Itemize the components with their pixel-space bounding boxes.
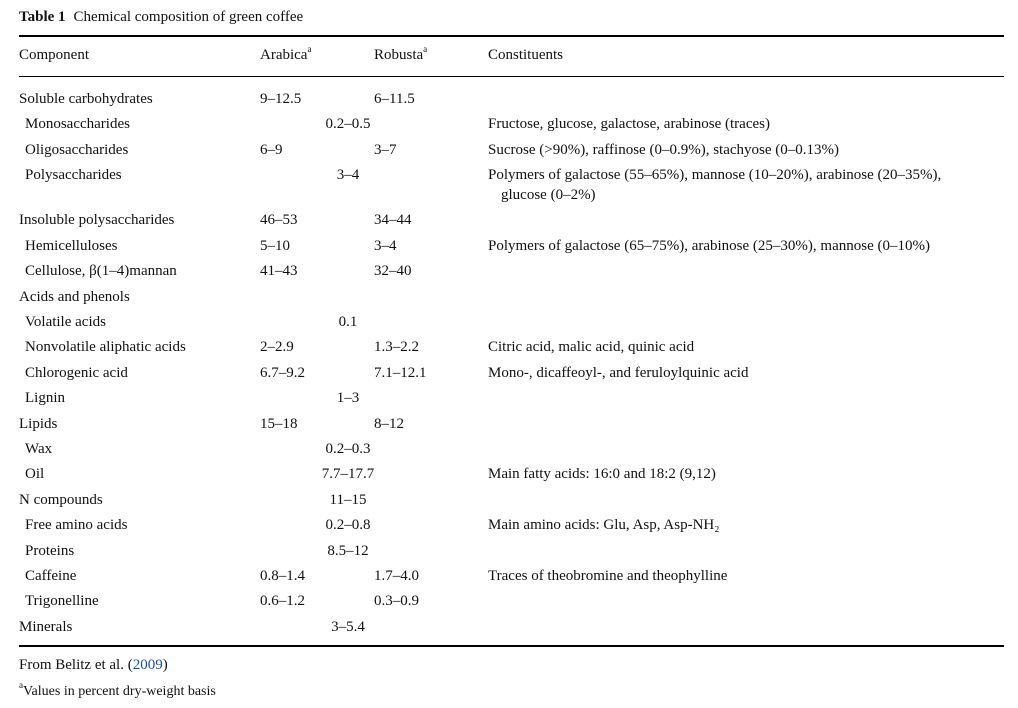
table-title: Chemical composition of green coffee [73,9,304,25]
header-rule [19,76,1004,77]
shared-value: 0.1 [338,314,358,330]
robusta-value: 8–12 [374,416,404,432]
shared-value: 0.2–0.8 [325,517,371,533]
component-cell: Oligosaccharides [25,142,129,158]
shared-value: 3–4 [336,167,360,183]
header-robusta: Robusta$^a$ [374,44,428,63]
arabica-value: 6.7–9.2 [260,365,305,381]
component-cell: Chlorogenic acid [25,365,128,381]
component-cell: Soluble carbohydrates [19,91,153,107]
arabica-value: 15–18 [260,416,298,432]
header-constituents: Constituents [488,47,564,63]
robusta-value: 3–7 [374,142,397,158]
component-cell: Proteins [25,543,75,559]
constituents-cell: Citric acid, malic acid, quinic acid [488,339,695,355]
table-caption [19,9,303,26]
robusta-value: 32–40 [374,263,412,279]
robusta-value: 1.3–2.2 [374,339,419,355]
component-cell: N compounds [19,492,103,508]
constituents-cell: Traces of theobromine and theophylline [488,568,728,584]
component-cell: Lipids [19,416,58,432]
shared-value: 1–3 [336,390,360,406]
arabica-value: 46–53 [260,212,298,228]
component-cell: Volatile acids [25,314,106,330]
top-rule [19,35,1004,37]
robusta-value: 6–11.5 [374,91,415,107]
shared-value: 8.5–12 [327,543,369,559]
header-arabica-footnote-mark: a [307,44,312,54]
arabica-value: 9–12.5 [260,91,302,107]
constituents-cell: Mono-, dicaffeoyl-, and feruloylquinic acid [488,365,749,381]
shared-value: 3–5.4 [331,619,365,635]
shared-value: 11–15 [329,492,367,508]
header-robusta-footnote-mark: a [423,44,428,54]
footnote-mark: a [19,680,23,690]
component-cell: Hemicelluloses [25,238,118,254]
component-cell: Trigonelline [25,593,99,609]
footnote-text: Values in percent dry-weight basis [23,684,216,699]
constituents-cell: Fructose, glucose, galactose, arabinose (traces) [488,116,770,132]
constituents-cell: Polymers of galactose (65–75%), arabinose (25–30%), mannose (0–10%) [488,238,930,254]
constituents-cell: Sucrose (>90%), raffinose (0–0.9%), stachyose (0–0.13%) [488,142,840,158]
component-cell: Oil [25,466,45,482]
arabica-value: 41–43 [260,263,298,279]
arabica-value: 2–2.9 [260,339,294,355]
component-cell: Cellulose, β(1–4)mannan [25,263,177,279]
robusta-value: 34–44 [374,212,412,228]
constituents-cell: Main amino acids: Glu, Asp, Asp-NH₂ [488,517,720,533]
component-cell: Acids and phenols [19,289,130,305]
constituents-cell: Polymers of galactose (55–65%), mannose (10–20%), arabinose (20–35%), glucose (0–2%) [488,167,942,203]
robusta-value: 3–4 [374,238,397,254]
robusta-value: 1.7–4.0 [374,568,419,584]
header-arabica: Arabica$^a$ [260,44,312,63]
source-year-link[interactable]: 2009 [132,657,163,673]
bottom-rule [19,645,1004,647]
arabica-value: 5–10 [260,238,290,254]
component-cell: Caffeine [25,568,77,584]
header-component: Component [19,47,89,63]
robusta-value: 7.1–12.1 [374,365,427,381]
component-cell: Monosaccharides [25,116,130,132]
component-cell: Free amino acids [25,517,128,533]
component-cell: Nonvolatile aliphatic acids [25,339,186,355]
component-cell: Minerals [19,619,73,635]
arabica-value: 0.8–1.4 [260,568,305,584]
arabica-value: 0.6–1.2 [260,593,305,609]
robusta-value: 0.3–0.9 [374,593,419,609]
shared-value: 7.7–17.7 [321,466,375,482]
component-cell: Polysaccharides [25,167,122,183]
arabica-value: 6–9 [260,142,283,158]
component-cell: Insoluble polysaccharides [19,212,175,228]
constituents-cell: Main fatty acids: 16:0 and 18:2 (9,12) [488,466,716,482]
component-cell: Wax [25,441,53,457]
component-cell: Lignin [25,390,65,406]
table-source: From Belitz et al. (2009) [19,657,168,673]
shared-value: 0.2–0.5 [325,116,371,132]
table-label: Table 1 [19,9,66,25]
table-footnote [19,680,216,700]
shared-value: 0.2–0.3 [325,441,371,457]
